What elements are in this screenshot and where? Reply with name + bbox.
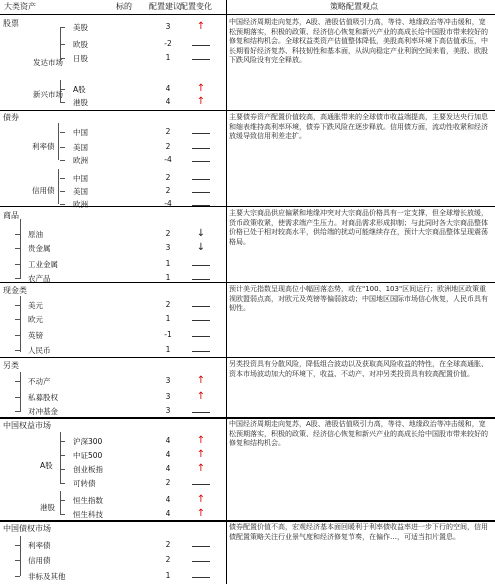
item-label: 欧元 — [28, 315, 43, 324]
flat-dash-icon — [192, 561, 210, 562]
item-label: 创业板指 — [73, 465, 103, 474]
flat-dash-icon — [192, 148, 210, 149]
rating-value: 3 — [165, 376, 171, 385]
strategy-view-text: 另类投资具有分散风险，降低组合波动以及获取高风险收益的特性，在全球高通胀、资本市场波动加大的环境下，收益、不动产、对冲另类投资具有较高配置价值。 — [229, 360, 488, 378]
rating-value: 1 — [165, 273, 171, 282]
flat-dash-icon — [192, 351, 210, 352]
bracket-line — [20, 372, 21, 412]
bracket-tick — [60, 455, 65, 456]
bracket-tick — [60, 483, 65, 484]
subgroup-label: A股 — [40, 461, 53, 470]
subgroup-label: 港股 — [40, 503, 55, 512]
header-asset: 大类资产 — [4, 2, 36, 11]
flat-dash-icon — [192, 336, 210, 337]
bracket-tick — [15, 397, 20, 398]
rating-value: 1 — [165, 53, 171, 62]
bracket-tick — [15, 248, 20, 249]
header-rule — [0, 14, 495, 15]
rating-value: 1 — [165, 571, 171, 580]
item-label: 私募股权 — [28, 393, 58, 402]
rating-value: 2 — [165, 540, 171, 549]
strategy-view-text: 中国经济周期走向复苏，A股、港股估值吸引力高，等待、地缘政治等冲击缓和，宽松预期落实，积极的政策、经济信心恢复和新兴产业的高成长给中国股市带来较好的修复和结构机会。 — [229, 420, 488, 447]
bracket-tick — [15, 576, 20, 577]
item-label: 不动产 — [28, 377, 51, 386]
item-label: 欧洲 — [73, 156, 88, 165]
bracket-tick — [15, 350, 20, 351]
rating-value: 4 — [165, 97, 171, 106]
bracket-tick — [15, 411, 20, 412]
up-arrow-icon: ↑ — [196, 463, 206, 474]
asset-class-label: 商品 — [3, 211, 19, 220]
rating-value: 2 — [165, 229, 171, 238]
rating-value: 3 — [165, 243, 171, 252]
rating-value: 2 — [165, 478, 171, 487]
rating-value: 2 — [165, 127, 171, 136]
bracket-tick — [60, 500, 65, 501]
bracket-line — [60, 80, 61, 103]
strategy-view-text: 债券配置价值不高，宏观经济基本面回暖利于利率债收益率进一步下行的空间，信用债配置策略关注行业景气度和经济修复节奏，在偏作…，可适当扣片置息。 — [229, 523, 488, 541]
rating-value: 1 — [165, 314, 171, 323]
flat-dash-icon — [192, 45, 210, 46]
subgroup-label: 利率债 — [32, 142, 55, 151]
rating-value: -4 — [164, 155, 172, 164]
bracket-tick — [60, 44, 65, 45]
item-label: 美国 — [73, 187, 88, 196]
row-separator — [0, 357, 495, 358]
rating-value: -2 — [164, 39, 172, 48]
item-label: 原油 — [28, 230, 43, 239]
strategy-view-text: 主要大宗商品供应偏紧和地缘冲突对大宗商品价格具有一定支撑，但全球增长放缓，货币政策收紧，使需求端产生压力。对商品需求形成抑制；与此同时各大宗商品整体价格已处于相对较高水平，供给端的扰动可能继续存在，预计大宗商品整体呈现震荡格局。 — [229, 209, 488, 246]
flat-dash-icon — [192, 546, 210, 547]
strategy-view-text: 主要债券资产配置价值较高，高通胀带来的全球债市收益端提高，主要发达央行加息和缩表维持高利率环境，债券下跌风险在逐步释放。信用债方面，流动性收紧和经济放缓导致信用利差走扩。 — [229, 113, 488, 140]
item-label: 农产品 — [28, 274, 51, 283]
row-separator — [0, 206, 495, 207]
bracket-tick — [60, 132, 65, 133]
asset-class-label: 债券 — [3, 113, 19, 122]
bracket-tick — [15, 560, 20, 561]
row-separator — [0, 110, 495, 111]
item-label: 美国 — [73, 143, 88, 152]
item-label: A股 — [73, 85, 86, 94]
asset-class-label: 另类 — [3, 361, 19, 370]
subgroup-label: 新兴市场 — [33, 90, 63, 99]
bracket-tick — [60, 514, 65, 515]
bracket-line — [58, 169, 59, 204]
up-arrow-icon: ↑ — [196, 449, 206, 460]
flat-dash-icon — [192, 265, 210, 266]
bracket-line — [20, 296, 21, 352]
item-label: 恒生指数 — [73, 496, 103, 505]
flat-dash-icon — [192, 320, 210, 321]
item-label: 工业金属 — [28, 260, 58, 269]
bracket-tick — [60, 102, 65, 103]
bracket-tick — [15, 305, 20, 306]
bracket-tick — [15, 381, 20, 382]
bracket-line — [60, 432, 61, 484]
item-label: 沪深300 — [73, 437, 103, 446]
item-label: 美元 — [28, 301, 43, 310]
rating-value: 1 — [165, 345, 171, 354]
rating-value: 4 — [165, 436, 171, 445]
up-arrow-icon: ↑ — [196, 21, 206, 32]
rating-value: 2 — [165, 173, 171, 182]
bracket-tick — [60, 204, 65, 205]
header-view: 策略配置观点 — [330, 2, 378, 11]
item-label: 日股 — [73, 54, 88, 63]
up-arrow-icon: ↑ — [196, 391, 206, 402]
bracket-tick — [60, 58, 65, 59]
asset-class-label: 现金类 — [3, 286, 27, 295]
flat-dash-icon — [192, 412, 210, 413]
bracket-tick — [60, 27, 65, 28]
item-label: 非标及其他 — [28, 572, 66, 581]
flat-dash-icon — [192, 484, 210, 485]
bracket-tick — [60, 191, 65, 192]
rating-value: 4 — [165, 450, 171, 459]
header-change: 配置变化 — [180, 2, 212, 11]
bracket-tick — [15, 335, 20, 336]
flat-dash-icon — [192, 577, 210, 578]
item-label: 欧洲 — [73, 200, 88, 209]
item-label: 中国 — [73, 128, 88, 137]
item-label: 恒生科技 — [73, 510, 103, 519]
rating-value: 4 — [165, 495, 171, 504]
down-arrow-icon: ↓ — [196, 228, 206, 239]
bracket-tick — [60, 160, 65, 161]
item-label: 贵金属 — [28, 244, 51, 253]
asset-class-label: 中国债权市场 — [3, 524, 51, 533]
item-label: 美股 — [73, 23, 88, 32]
up-arrow-icon: ↑ — [196, 96, 206, 107]
row-separator — [0, 520, 495, 522]
bracket-tick — [15, 545, 20, 546]
bracket-tick — [15, 278, 20, 279]
rating-value: 4 — [165, 84, 171, 93]
bracket-tick — [60, 441, 65, 442]
item-label: 港股 — [73, 98, 88, 107]
flat-dash-icon — [192, 306, 210, 307]
bracket-tick — [15, 234, 20, 235]
rating-value: 2 — [165, 186, 171, 195]
flat-dash-icon — [192, 161, 210, 162]
item-label: 欧股 — [73, 40, 88, 49]
item-label: 英镑 — [28, 331, 43, 340]
bracket-tick — [60, 178, 65, 179]
up-arrow-icon: ↑ — [196, 494, 206, 505]
flat-dash-icon — [192, 133, 210, 134]
item-label: 人民币 — [28, 346, 51, 355]
item-label: 中证500 — [73, 451, 103, 460]
item-label: 信用债 — [28, 556, 51, 565]
header-sub: 标的 — [116, 2, 132, 11]
bracket-line — [20, 219, 21, 279]
down-arrow-icon: ↓ — [196, 242, 206, 253]
rating-value: 3 — [165, 22, 171, 31]
header-rating: 配置建议 — [149, 2, 181, 11]
bracket-tick — [15, 319, 20, 320]
subgroup-label: 发达市场 — [33, 58, 63, 67]
bracket-tick — [15, 264, 20, 265]
flat-dash-icon — [192, 192, 210, 193]
bracket-line — [20, 536, 21, 576]
rating-value: 3 — [165, 406, 171, 415]
strategy-view-text: 预计美元指数呈现高位小幅回落态势，或在"100、103"区间运行；欧洲地区政策重视欧盟弱点高，对欧元及英镑等偏弱波动；中国地区国际市场信心恢复，人民币具有韧性。 — [229, 285, 488, 312]
row-separator — [0, 417, 495, 419]
subgroup-label: 信用债 — [32, 186, 55, 195]
row-separator — [0, 282, 495, 283]
up-arrow-icon: ↑ — [196, 435, 206, 446]
up-arrow-icon: ↑ — [196, 508, 206, 519]
item-label: 中国 — [73, 174, 88, 183]
item-label: 利率债 — [28, 541, 51, 550]
flat-dash-icon — [192, 59, 210, 60]
rating-value: 2 — [165, 142, 171, 151]
flat-dash-icon — [192, 179, 210, 180]
rating-value: 4 — [165, 464, 171, 473]
asset-class-label: 股票 — [3, 19, 19, 28]
bracket-line — [58, 123, 59, 160]
flat-dash-icon — [192, 279, 210, 280]
item-label: 对冲基金 — [28, 407, 58, 416]
bracket-tick — [60, 89, 65, 90]
rating-value: 2 — [165, 300, 171, 309]
asset-class-label: 中国权益市场 — [3, 421, 51, 430]
rating-value: 1 — [165, 259, 171, 268]
item-label: 可转债 — [73, 479, 96, 488]
rating-value: 2 — [165, 555, 171, 564]
bracket-tick — [60, 147, 65, 148]
up-arrow-icon: ↑ — [196, 375, 206, 386]
bracket-tick — [60, 469, 65, 470]
strategy-view-text: 中国经济周期走向复苏，A股、港股估值吸引力高，等待、地缘政治等冲击缓和，宽松预期落实，积极的政策、经济信心恢复和新兴产业的高成长给中国股市带来较好的修复和结构机会。全球权益类资产估值整体降低，美股高利率环境下高估值承压，中长期看好经济复苏、科技韧性和基本面，从纵向稳定产业利润空间来看，美股、欧股下跌风险没有完全释放。 — [229, 18, 488, 64]
rating-value: 4 — [165, 509, 171, 518]
rating-value: -1 — [164, 330, 172, 339]
column-divider — [226, 0, 227, 584]
rating-value: -4 — [164, 199, 172, 208]
rating-value: 3 — [165, 392, 171, 401]
up-arrow-icon: ↑ — [196, 83, 206, 94]
bracket-line — [60, 491, 61, 515]
